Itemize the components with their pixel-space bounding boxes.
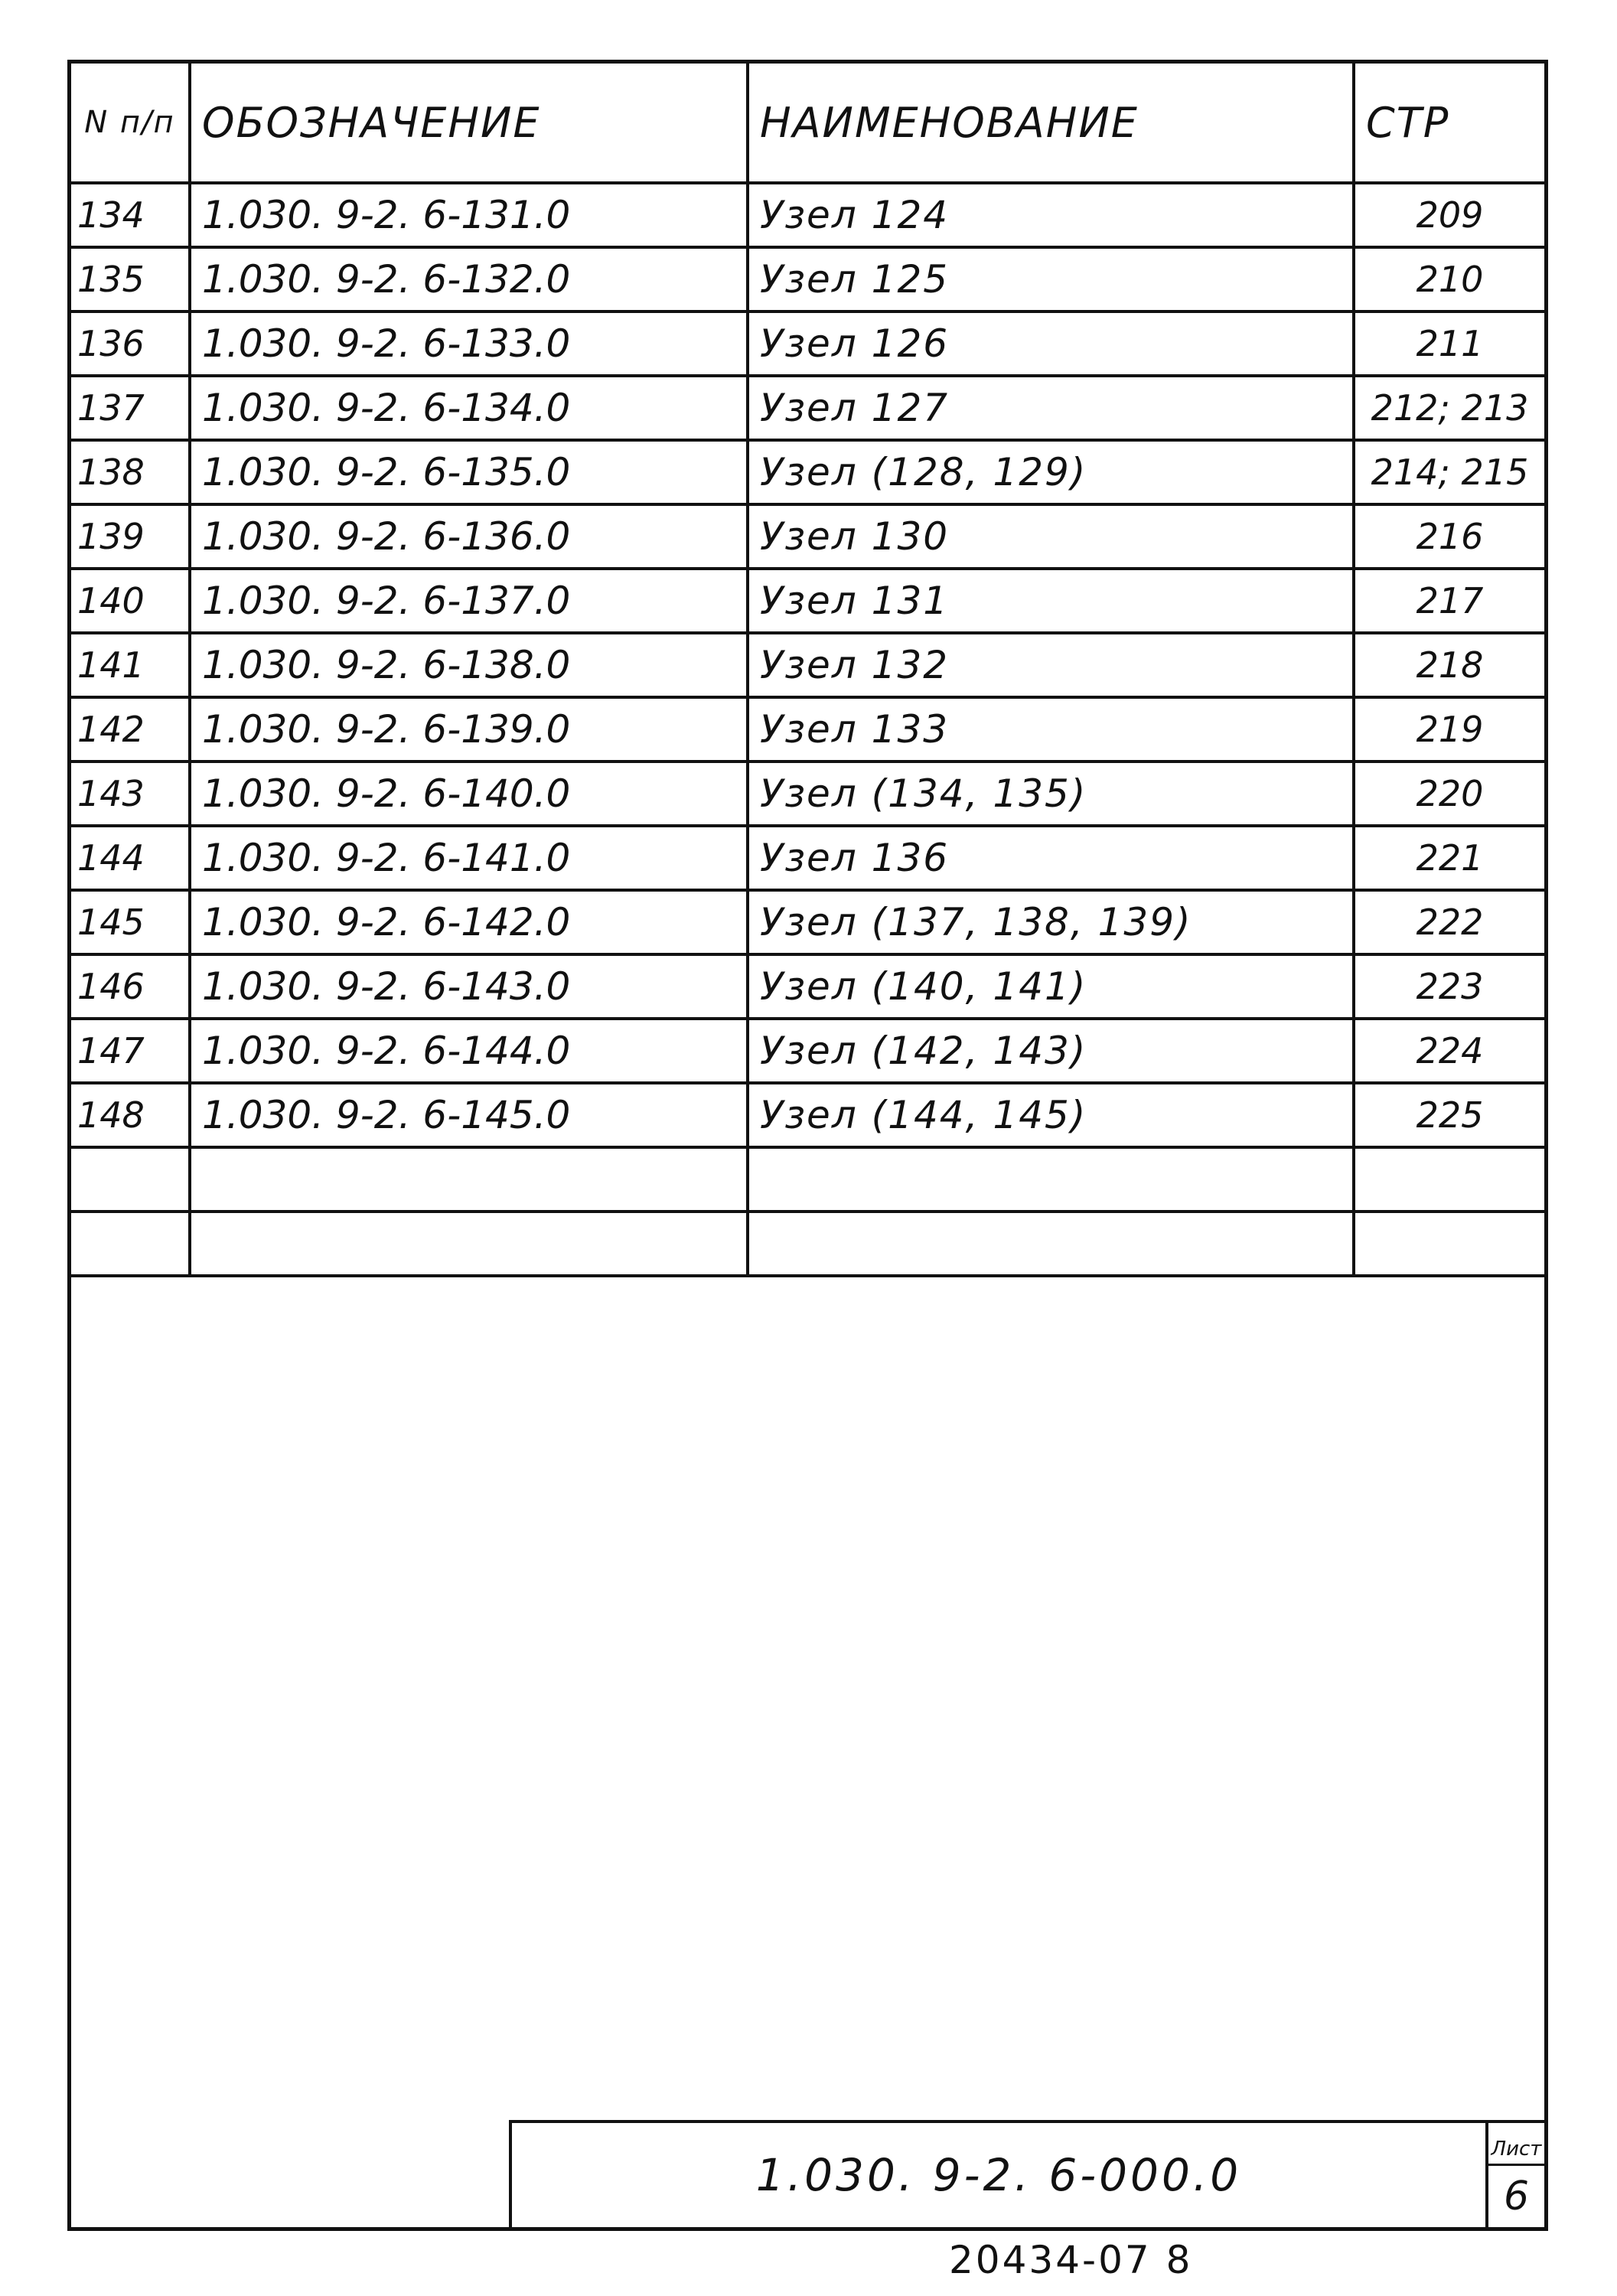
sheet-box [1485, 2123, 1544, 2227]
row-number: 134 [71, 183, 190, 247]
row-page: 224 [1354, 1019, 1544, 1083]
row-designation: 1.030. 9-2. 6-133.0 [190, 311, 748, 376]
drawing-sheet [67, 60, 1548, 2231]
row-designation: 1.030. 9-2. 6-141.0 [190, 826, 748, 890]
table-row [71, 504, 1544, 569]
row-page: 223 [1354, 954, 1544, 1019]
sheet-number: 6 [1503, 2174, 1530, 2219]
row-number: 139 [71, 504, 190, 569]
table-row [71, 826, 1544, 890]
row-name: Узел 126 [748, 311, 1354, 376]
contents-table [71, 64, 1544, 1277]
row-name: Узел 130 [748, 504, 1354, 569]
empty-cell [748, 1147, 1354, 1212]
row-number: 144 [71, 826, 190, 890]
row-designation: 1.030. 9-2. 6-131.0 [190, 183, 748, 247]
row-designation: 1.030. 9-2. 6-139.0 [190, 697, 748, 762]
row-name: Узел 127 [748, 376, 1354, 440]
sheet-label: Лист [1488, 2123, 1544, 2166]
row-designation: 1.030. 9-2. 6-140.0 [190, 762, 748, 826]
row-name: Узел 133 [748, 697, 1354, 762]
row-page: 214; 215 [1354, 440, 1544, 504]
row-name: Узел (142, 143) [748, 1019, 1354, 1083]
header-designation: ОБОЗНАЧЕНИЕ [190, 64, 748, 183]
row-name: Узел 124 [748, 183, 1354, 247]
empty-cell [190, 1147, 748, 1212]
row-page: 220 [1354, 762, 1544, 826]
row-number: 146 [71, 954, 190, 1019]
empty-cell [71, 1147, 190, 1212]
empty-cell [1354, 1147, 1544, 1212]
row-page: 210 [1354, 247, 1544, 311]
row-name: Узел 132 [748, 633, 1354, 697]
row-number: 135 [71, 247, 190, 311]
table-row [71, 697, 1544, 762]
row-designation: 1.030. 9-2. 6-145.0 [190, 1083, 748, 1147]
row-designation: 1.030. 9-2. 6-144.0 [190, 1019, 748, 1083]
header-name: НАИМЕНОВАНИЕ [748, 64, 1354, 183]
row-designation: 1.030. 9-2. 6-136.0 [190, 504, 748, 569]
row-name: Узел 131 [748, 569, 1354, 633]
table-header-row [71, 64, 1544, 183]
row-page: 212; 213 [1354, 376, 1544, 440]
row-number: 141 [71, 633, 190, 697]
row-name: Узел 125 [748, 247, 1354, 311]
row-page: 209 [1354, 183, 1544, 247]
row-name: Узел (144, 145) [748, 1083, 1354, 1147]
table-row [71, 1019, 1544, 1083]
empty-cell [1354, 1212, 1544, 1276]
row-page: 216 [1354, 504, 1544, 569]
row-name: Узел (140, 141) [748, 954, 1354, 1019]
row-designation: 1.030. 9-2. 6-134.0 [190, 376, 748, 440]
row-name: Узел 136 [748, 826, 1354, 890]
row-number: 140 [71, 569, 190, 633]
row-number: 143 [71, 762, 190, 826]
row-name: Узел (134, 135) [748, 762, 1354, 826]
title-block [509, 2120, 1544, 2227]
header-page: СТР [1354, 64, 1544, 183]
row-page: 221 [1354, 826, 1544, 890]
row-page: 222 [1354, 890, 1544, 954]
row-designation: 1.030. 9-2. 6-143.0 [190, 954, 748, 1019]
row-designation: 1.030. 9-2. 6-142.0 [190, 890, 748, 954]
row-number: 148 [71, 1083, 190, 1147]
table-row [71, 633, 1544, 697]
row-number: 137 [71, 376, 190, 440]
archive-number: 20434-07 8 [949, 2238, 1193, 2282]
row-name: Узел (128, 129) [748, 440, 1354, 504]
row-designation: 1.030. 9-2. 6-132.0 [190, 247, 748, 311]
table-row [71, 311, 1544, 376]
table-row [71, 569, 1544, 633]
row-page: 217 [1354, 569, 1544, 633]
empty-cell [71, 1212, 190, 1276]
row-number: 145 [71, 890, 190, 954]
row-number: 136 [71, 311, 190, 376]
row-number: 142 [71, 697, 190, 762]
row-name: Узел (137, 138, 139) [748, 890, 1354, 954]
table-row [71, 762, 1544, 826]
row-number: 138 [71, 440, 190, 504]
empty-cell [748, 1212, 1354, 1276]
table-row [71, 1083, 1544, 1147]
table-row [71, 440, 1544, 504]
row-page: 225 [1354, 1083, 1544, 1147]
row-page: 219 [1354, 697, 1544, 762]
table-row [71, 376, 1544, 440]
document-code: 1.030. 9-2. 6-000.0 [755, 2149, 1242, 2201]
row-number: 147 [71, 1019, 190, 1083]
empty-cell [190, 1212, 748, 1276]
row-designation: 1.030. 9-2. 6-138.0 [190, 633, 748, 697]
empty-table-row [71, 1147, 1544, 1212]
table-row [71, 954, 1544, 1019]
row-designation: 1.030. 9-2. 6-137.0 [190, 569, 748, 633]
header-number: N п/п [71, 64, 190, 183]
table-row [71, 183, 1544, 247]
row-page: 211 [1354, 311, 1544, 376]
table-row [71, 890, 1544, 954]
table-row [71, 247, 1544, 311]
row-designation: 1.030. 9-2. 6-135.0 [190, 440, 748, 504]
row-page: 218 [1354, 633, 1544, 697]
empty-table-row [71, 1212, 1544, 1276]
